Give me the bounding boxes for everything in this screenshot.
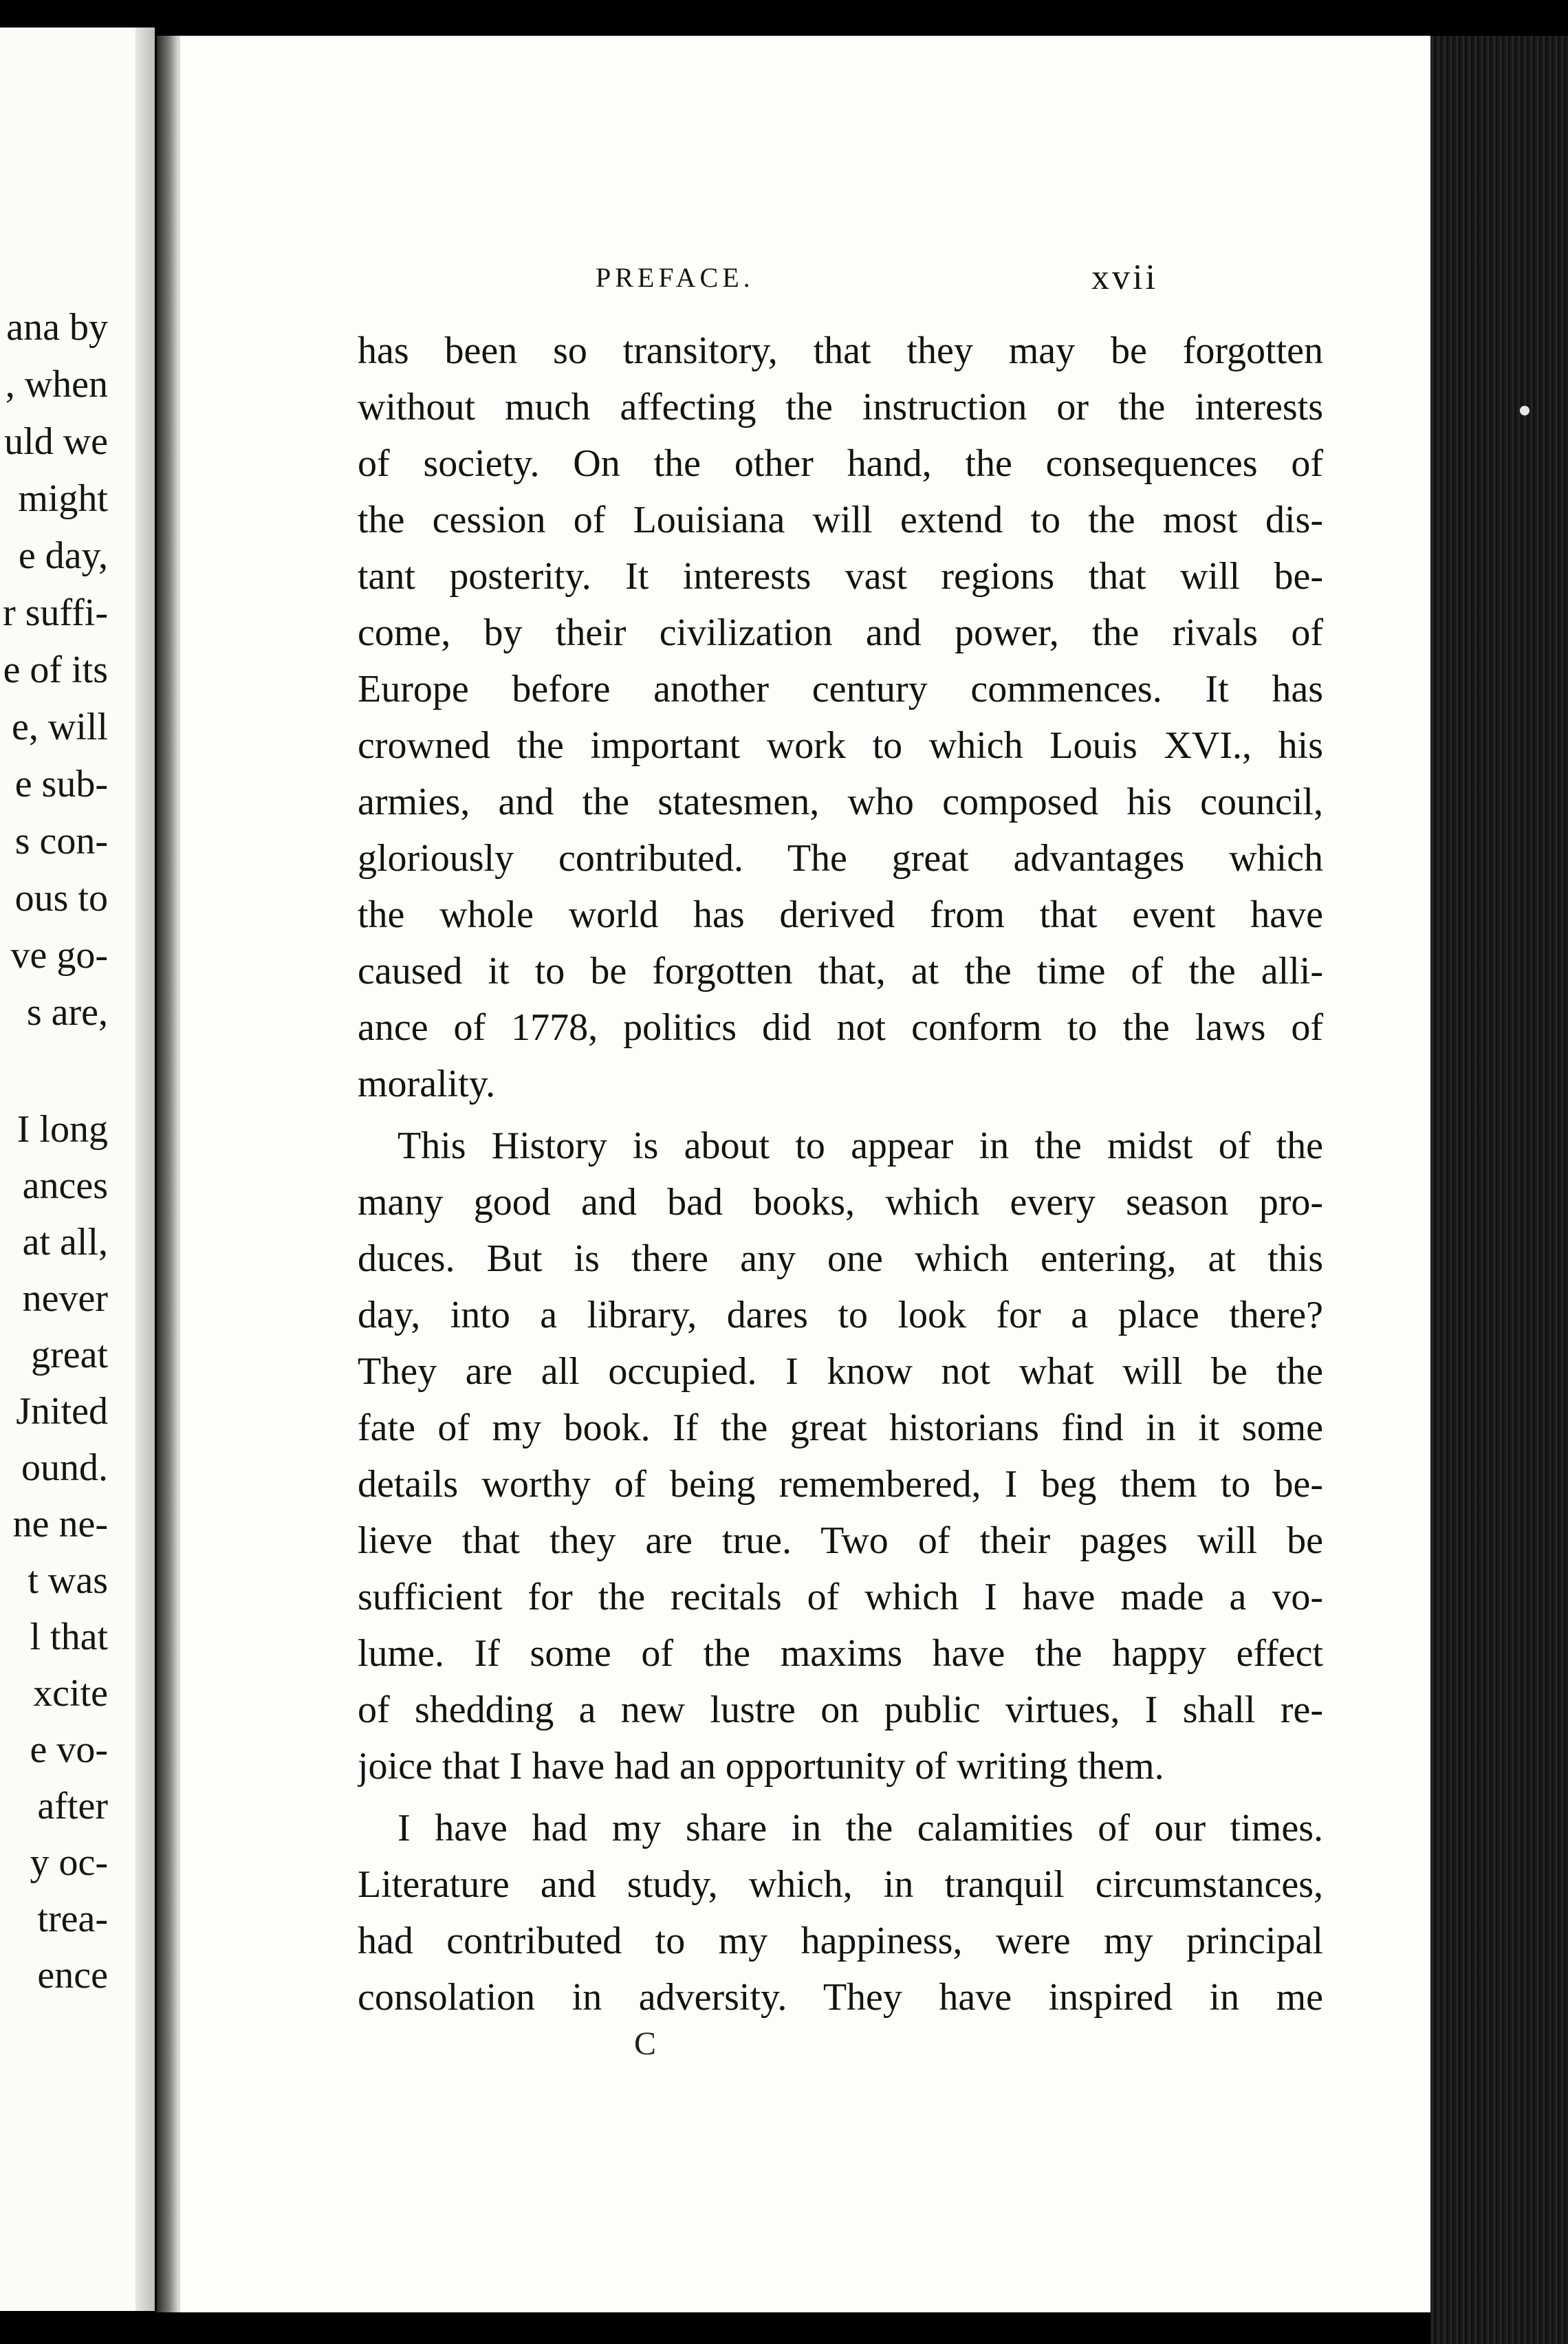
left-page-line: after bbox=[37, 1785, 108, 1827]
paragraph-first-line: This History is about to appear in the midst of the bbox=[398, 1125, 1323, 1167]
left-page-line: great bbox=[31, 1334, 108, 1376]
text-line: the cession of Louisiana will extend to the most dis- bbox=[358, 499, 1323, 541]
left-page-line: never bbox=[22, 1277, 108, 1320]
left-page-line: might bbox=[18, 477, 108, 520]
left-page-line: t was bbox=[28, 1559, 108, 1602]
text-line: of society. On the other hand, the consequences of bbox=[358, 442, 1323, 485]
text-line: lieve that they are true. Two of their pages will be bbox=[358, 1519, 1323, 1562]
text-line: morality. bbox=[358, 1063, 496, 1105]
left-page-line: s con- bbox=[14, 820, 108, 862]
left-page-line: uld we bbox=[4, 420, 108, 463]
book-page bbox=[177, 36, 1432, 2312]
paragraph-first-line: I have had my share in the calamities of our times. bbox=[398, 1807, 1323, 1849]
left-page-line: ound. bbox=[21, 1446, 108, 1489]
left-page-line: , when bbox=[5, 363, 108, 406]
text-line: ance of 1778, politics did not conform to the laws of bbox=[358, 1006, 1323, 1049]
text-line: Literature and study, which, in tranquil circumstances, bbox=[358, 1863, 1323, 1906]
text-line: armies, and the statesmen, who composed his council, bbox=[358, 781, 1323, 823]
left-page-line: e, will bbox=[12, 706, 108, 748]
text-line: many good and bad books, which every season pro- bbox=[358, 1181, 1323, 1224]
running-head: PREFACE. bbox=[596, 262, 754, 293]
text-line: the whole world has derived from that event have bbox=[358, 893, 1323, 936]
text-line: has been so transitory, that they may be forgotten bbox=[358, 329, 1323, 372]
signature-mark: C bbox=[634, 2026, 657, 2062]
left-page-line: e day, bbox=[18, 534, 108, 577]
left-page-line: y oc- bbox=[30, 1841, 108, 1884]
text-line: day, into a library, dares to look for a place there? bbox=[358, 1294, 1323, 1336]
page-body bbox=[180, 36, 1432, 2312]
left-page-line: Jnited bbox=[16, 1390, 108, 1433]
left-page-line: ence bbox=[37, 1954, 108, 1997]
text-line: duces. But is there any one which entering, at this bbox=[358, 1237, 1323, 1280]
text-line: tant posterity. It interests vast regions that will be- bbox=[358, 555, 1323, 598]
text-line: had contributed to my happiness, were my principal bbox=[358, 1920, 1323, 1962]
text-line: lume. If some of the maxims have the happy effect bbox=[358, 1632, 1323, 1675]
left-page-line: e of its bbox=[3, 649, 108, 691]
page-edges bbox=[1430, 36, 1568, 2344]
left-page-line: l that bbox=[30, 1616, 108, 1658]
text-line: consolation in adversity. They have inspired in me bbox=[358, 1976, 1323, 2019]
left-page-line: ve go- bbox=[10, 934, 108, 977]
left-page-line: at all, bbox=[22, 1221, 108, 1263]
left-page-line: e sub- bbox=[14, 763, 108, 805]
left-page-line: xcite bbox=[33, 1672, 108, 1715]
text-line: of shedding a new lustre on public virtues, I shall re- bbox=[358, 1689, 1323, 1731]
binding-shadow bbox=[157, 36, 177, 2312]
text-line: fate of my book. If the great historians find in it some bbox=[358, 1407, 1323, 1449]
text-line: without much affecting the instruction or the interests bbox=[358, 386, 1323, 428]
left-page-line: ances bbox=[22, 1164, 108, 1207]
text-line: crowned the important work to which Louis XVI., his bbox=[358, 724, 1323, 767]
text-line: joice that I have had an opportunity of writing them. bbox=[358, 1745, 1164, 1788]
left-page-gutter bbox=[135, 28, 155, 2311]
text-line: Europe before another century commences. It has bbox=[358, 668, 1323, 710]
page-number: xvii bbox=[1091, 258, 1158, 297]
left-page-line: ana by bbox=[6, 306, 108, 349]
left-page-line: ous to bbox=[14, 877, 108, 920]
text-line: come, by their civilization and power, the rivals of bbox=[358, 611, 1323, 654]
left-page-line: I long bbox=[17, 1108, 108, 1151]
previous-page-fragment bbox=[0, 28, 155, 2311]
text-line: They are all occupied. I know not what will be the bbox=[358, 1350, 1323, 1393]
text-line: gloriously contributed. The great advantages which bbox=[358, 837, 1323, 880]
text-line: sufficient for the recitals of which I have made a vo- bbox=[358, 1576, 1323, 1618]
left-page-line: trea- bbox=[37, 1898, 108, 1940]
left-page-line: r suffi- bbox=[3, 592, 108, 634]
left-page-line: s are, bbox=[26, 991, 108, 1034]
text-line: details worthy of being remembered, I beg them to be- bbox=[358, 1463, 1323, 1506]
edge-speck bbox=[1520, 406, 1529, 415]
text-line: caused it to be forgotten that, at the time of the alli- bbox=[358, 950, 1323, 992]
left-page-line: ne ne- bbox=[12, 1503, 108, 1545]
left-page-line: e vo- bbox=[30, 1728, 108, 1771]
